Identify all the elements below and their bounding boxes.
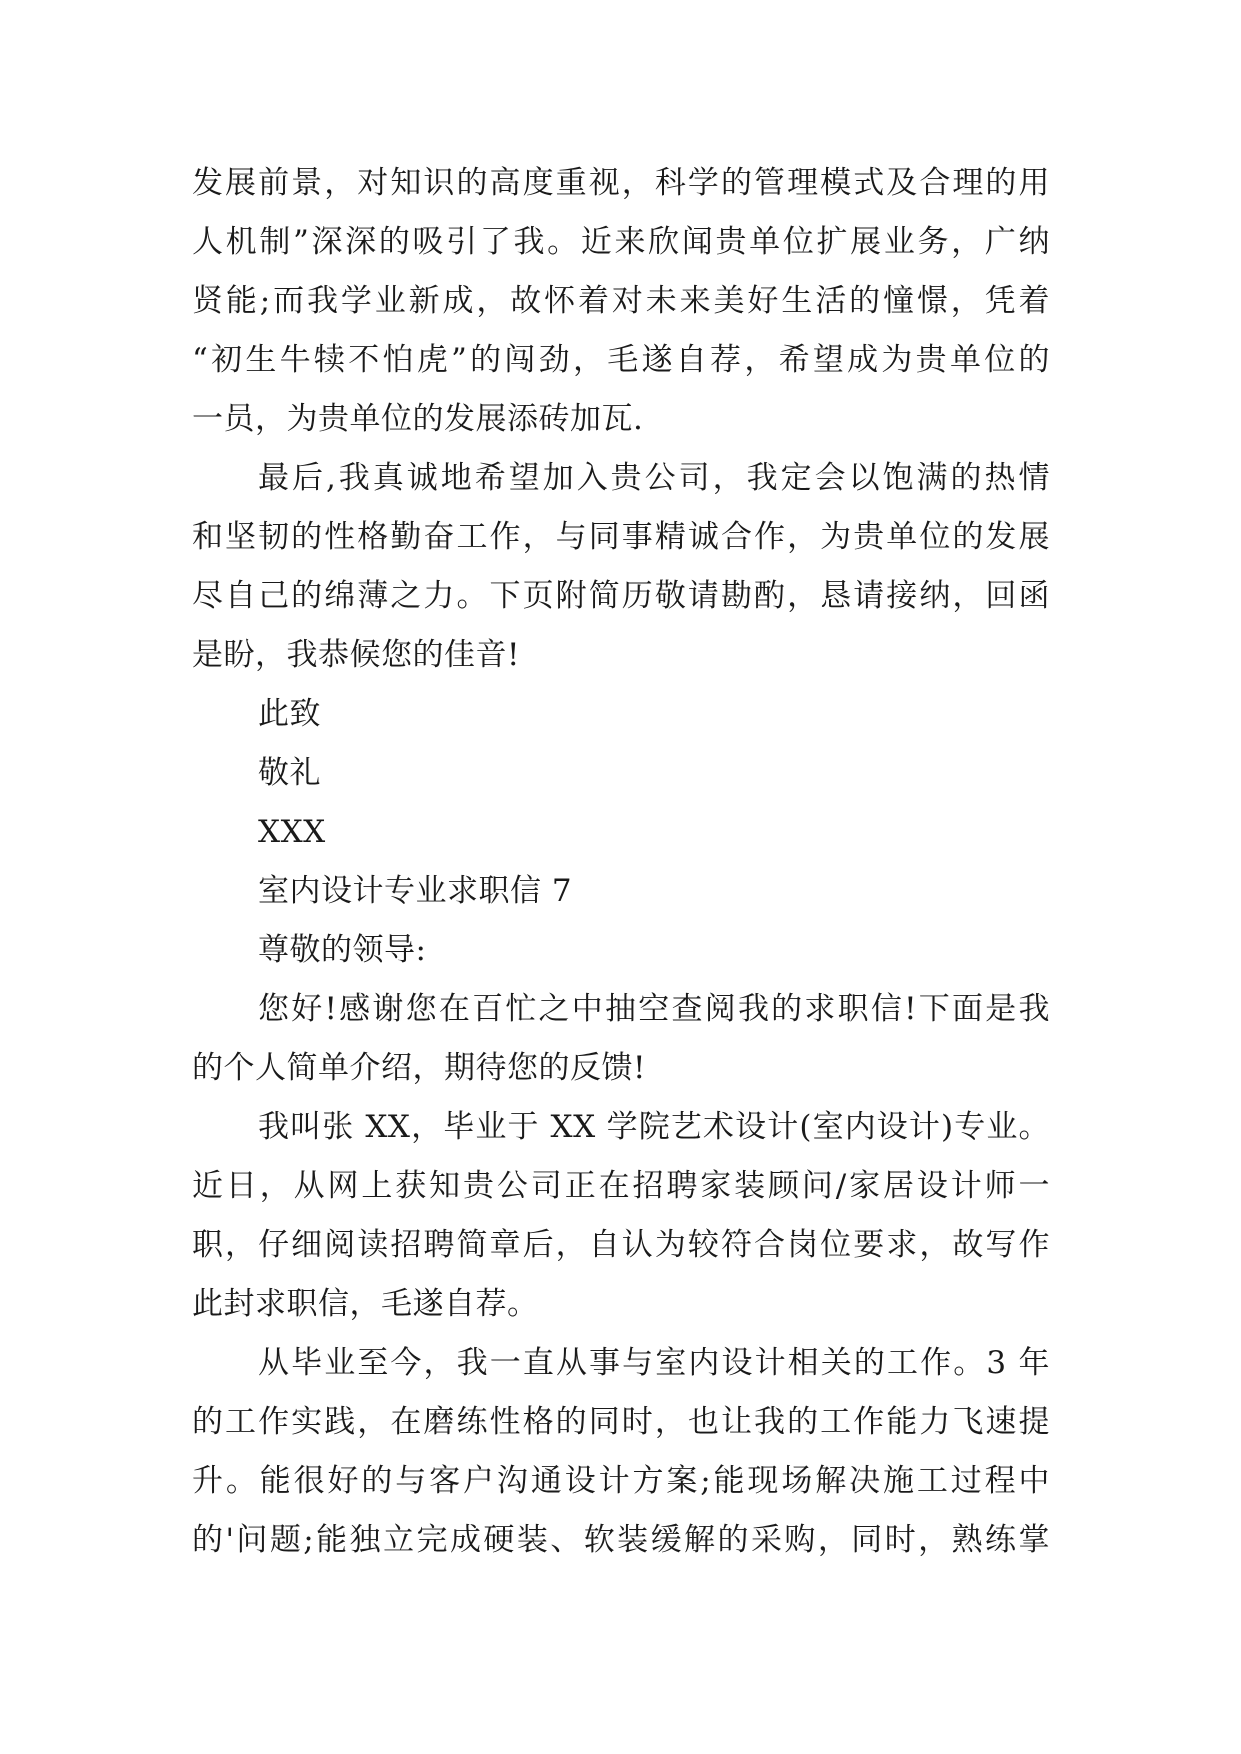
text-line: 尽自己的绵薄之力。下页附简历敬请勘酌，恳请接纳，回函 — [192, 578, 1050, 614]
text-line: 近日，从网上获知贵公司正在招聘家装顾问/家居设计师一 — [192, 1168, 1050, 1204]
text-line: 是盼，我恭候您的佳音! — [192, 637, 520, 673]
text-line: 敬礼 — [258, 755, 321, 791]
text-line: 我叫张 XX，毕业于 XX 学院艺术设计(室内设计)专业。 — [258, 1109, 1050, 1145]
text-line: 最后,我真诚地希望加入贵公司，我定会以饱满的热情 — [258, 460, 1050, 496]
text-line: 您好!感谢您在百忙之中抽空查阅我的求职信!下面是我 — [258, 991, 1050, 1027]
text-line: 职，仔细阅读招聘简章后，自认为较符合岗位要求，故写作 — [192, 1227, 1050, 1263]
text-line: 室内设计专业求职信 7 — [258, 873, 573, 909]
text-line: 一员，为贵单位的发展添砖加瓦. — [192, 401, 644, 437]
text-line: 发展前景，对知识的高度重视，科学的管理模式及合理的用 — [192, 165, 1050, 201]
document-body — [192, 154, 1050, 1570]
text-line: 此致 — [258, 696, 321, 732]
text-line: 和坚韧的性格勤奋工作，与同事精诚合作，为贵单位的发展 — [192, 519, 1050, 555]
text-line: 的工作实践，在磨练性格的同时，也让我的工作能力飞速提 — [192, 1404, 1050, 1440]
text-line: 的'问题;能独立完成硬装、软装缓解的采购，同时，熟练掌 — [192, 1522, 1050, 1558]
text-line: 的个人简单介绍，期待您的反馈! — [192, 1050, 646, 1086]
text-line: 升。能很好的与客户沟通设计方案;能现场解决施工过程中 — [192, 1463, 1050, 1499]
text-line: 尊敬的领导: — [258, 932, 427, 968]
text-line: 人机制”深深的吸引了我。近来欣闻贵单位扩展业务，广纳 — [192, 224, 1050, 260]
text-line: 贤能;而我学业新成，故怀着对未来美好生活的憧憬，凭着 — [192, 283, 1050, 319]
text-line: XXX — [258, 814, 326, 850]
text-line: 从毕业至今，我一直从事与室内设计相关的工作。3 年 — [258, 1345, 1050, 1381]
text-line: 此封求职信，毛遂自荐。 — [192, 1286, 539, 1322]
text-line: “初生牛犊不怕虎”的闯劲，毛遂自荐，希望成为贵单位的 — [192, 342, 1050, 378]
